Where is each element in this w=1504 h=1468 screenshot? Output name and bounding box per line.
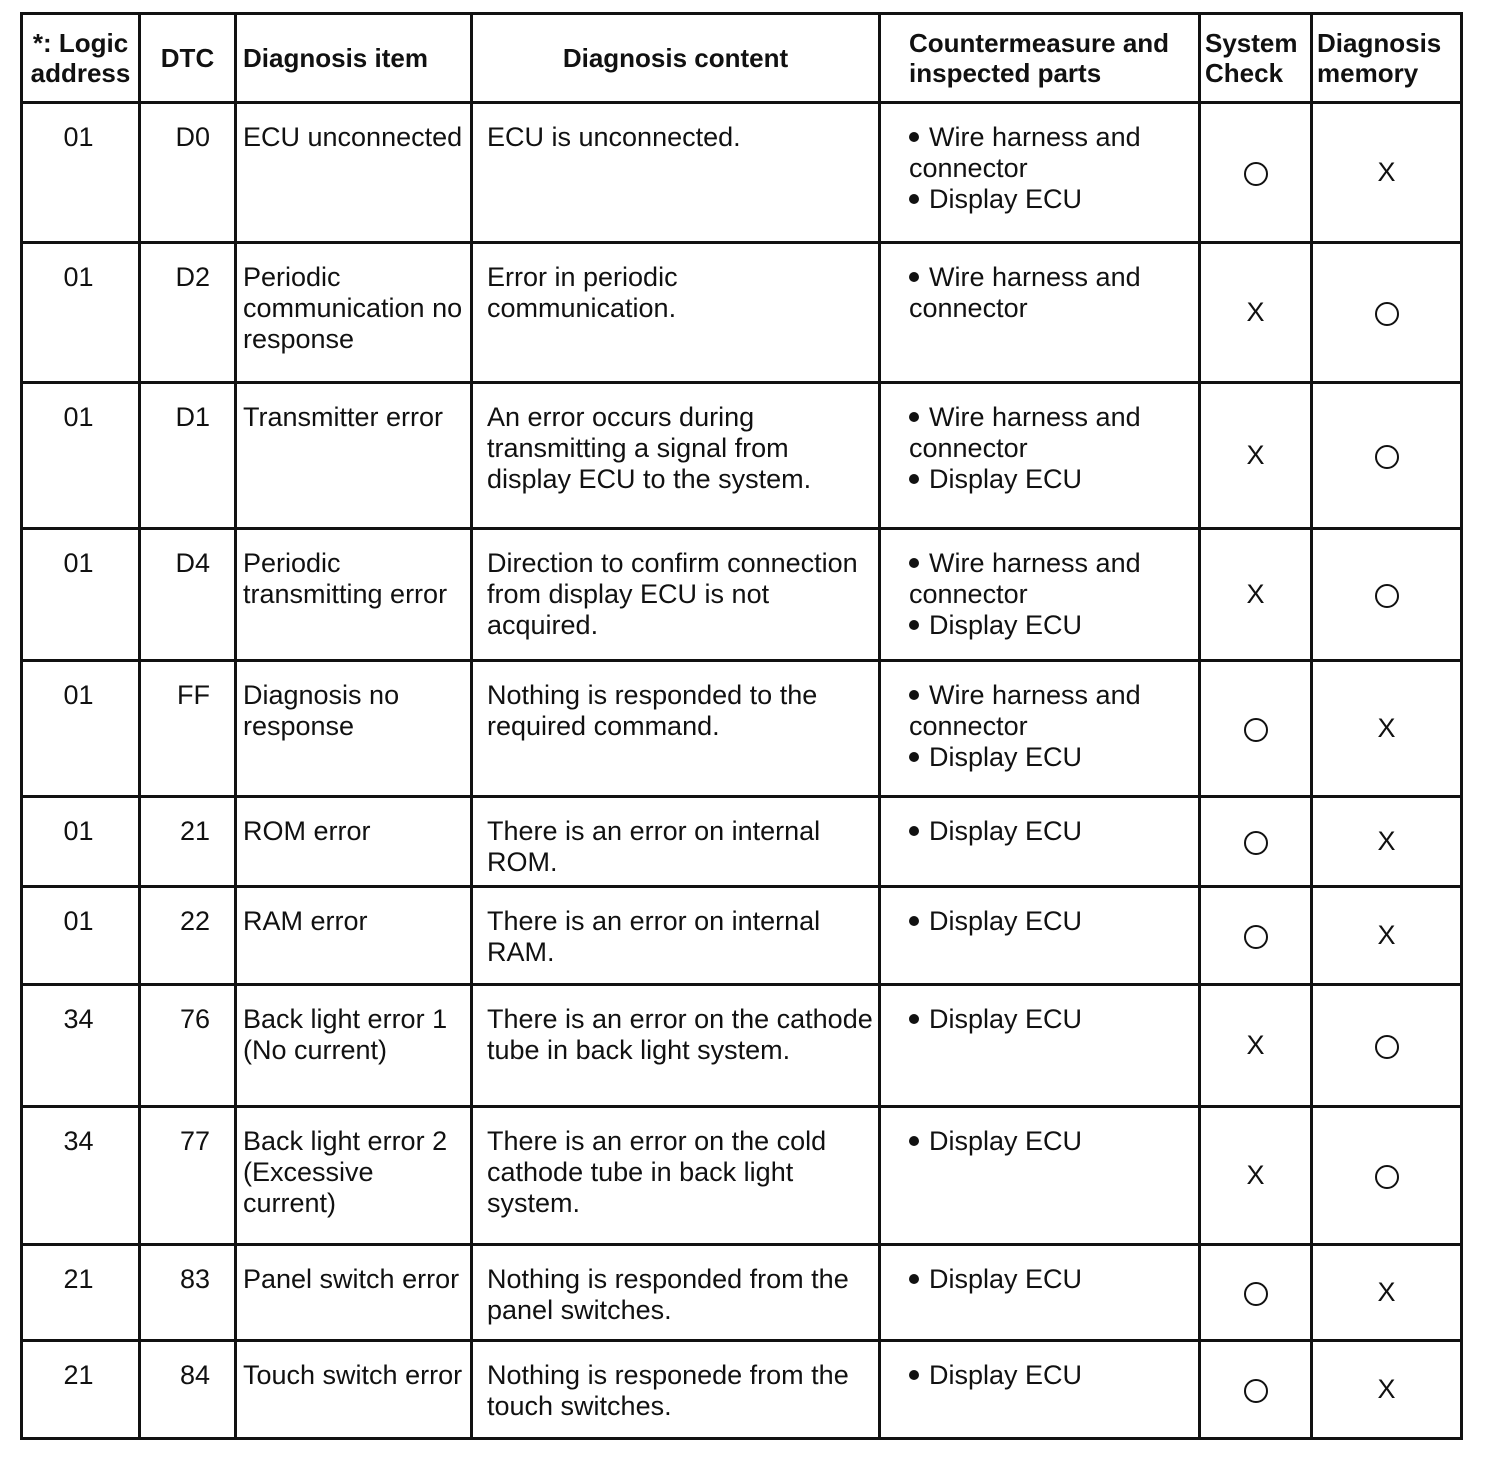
x-mark: X [1377,920,1396,950]
circle-mark-icon [1244,1379,1268,1403]
diagnosis-item-text: Diagnosis no response [243,680,400,741]
logic-address-value: 01 [63,548,94,578]
logic-address-value: 01 [63,122,94,152]
cell-diagnosis-item [236,383,472,529]
x-mark: X [1246,1160,1265,1190]
countermeasure-list [881,384,1198,495]
cell-countermeasure [880,529,1200,661]
cell-logic-address [22,887,140,985]
header-diagnosis-content: Diagnosis content [472,14,880,103]
cell-diagnosis-content [472,243,880,383]
cell-diagnosis-item [236,529,472,661]
cell-diagnosis-content [472,887,880,985]
circle-mark-icon [1244,162,1268,186]
countermeasure-text: Wire harness and connector [909,402,1141,463]
circle-mark-icon [1244,831,1268,855]
countermeasure-list [881,986,1198,1035]
cell-logic-address [22,1341,140,1439]
cell-dtc [140,797,236,887]
bullet-icon [909,558,919,568]
bullet-icon [909,690,919,700]
cell-countermeasure [880,1341,1200,1439]
bullet-icon [909,272,919,282]
cell-countermeasure [880,985,1200,1107]
diagnosis-content-text: Direction to confirm connection from display ECU is not acquired. [487,548,858,640]
table-row [22,103,1462,243]
cell-dtc [140,529,236,661]
dtc-code: D1 [175,402,210,432]
countermeasure-item [909,402,1194,464]
diagnosis-content-text: There is an error on the cold cathode tube in back light system. [487,1126,827,1218]
countermeasure-item [909,1264,1194,1295]
cell-system-check [1200,1341,1312,1439]
x-mark: X [1377,1277,1396,1307]
table-row [22,1245,1462,1341]
table-row [22,661,1462,797]
x-mark: X [1377,826,1396,856]
x-mark: X [1377,713,1396,743]
cell-logic-address [22,661,140,797]
dtc-code: 76 [179,1004,210,1034]
bullet-icon [909,1014,919,1024]
cell-system-check [1200,797,1312,887]
cell-countermeasure [880,1107,1200,1245]
countermeasure-text: Display ECU [929,610,1083,640]
cell-system-check [1200,383,1312,529]
cell-diagnosis-memory [1312,383,1462,529]
header-dtc: DTC [140,14,236,103]
bullet-icon [909,620,919,630]
dtc-code: 22 [179,906,210,936]
cell-diagnosis-memory [1312,661,1462,797]
cell-dtc [140,1245,236,1341]
diagnosis-item-text: Panel switch error [243,1264,460,1294]
countermeasure-item [909,742,1194,773]
table-row [22,1341,1462,1439]
diagnosis-item-text: Touch switch error [243,1360,463,1390]
dtc-code: 84 [179,1360,210,1390]
bullet-icon [909,1370,919,1380]
circle-mark-icon [1244,718,1268,742]
countermeasure-list [881,1246,1198,1295]
cell-dtc [140,887,236,985]
circle-mark-icon [1375,1035,1399,1059]
table-row [22,985,1462,1107]
header-system-check: System Check [1200,14,1312,103]
logic-address-value: 21 [63,1264,94,1294]
cell-diagnosis-content [472,797,880,887]
diagnosis-item-text: Periodic transmitting error [243,548,448,609]
diagnosis-item-text: Back light error 2 (Excessive current) [243,1126,448,1218]
bullet-icon [909,1274,919,1284]
circle-mark-icon [1244,925,1268,949]
cell-diagnosis-content [472,529,880,661]
cell-countermeasure [880,103,1200,243]
countermeasure-list [881,888,1198,937]
cell-diagnosis-item [236,1107,472,1245]
diagnosis-content-text: There is an error on the cathode tube in back light system. [487,1004,873,1065]
cell-dtc [140,1107,236,1245]
countermeasure-list [881,798,1198,847]
diagnosis-item-text: RAM error [243,906,368,936]
table-row [22,383,1462,529]
countermeasure-item [909,184,1194,215]
dtc-code: 77 [179,1126,210,1156]
table-row [22,243,1462,383]
dtc-table [20,12,1463,1440]
cell-diagnosis-item [236,887,472,985]
cell-system-check [1200,887,1312,985]
countermeasure-item [909,262,1194,324]
cell-logic-address [22,1107,140,1245]
header-diagnosis-item: Diagnosis item [236,14,472,103]
table-body [22,103,1462,1439]
circle-mark-icon [1375,584,1399,608]
cell-dtc [140,661,236,797]
countermeasure-text: Display ECU [929,184,1083,214]
circle-mark-icon [1375,445,1399,469]
diagnosis-content-text: Nothing is responede from the touch switches. [487,1360,849,1421]
cell-logic-address [22,103,140,243]
cell-diagnosis-item [236,661,472,797]
cell-diagnosis-content [472,661,880,797]
cell-logic-address [22,529,140,661]
countermeasure-text: Wire harness and connector [909,548,1141,609]
bullet-icon [909,752,919,762]
bullet-icon [909,132,919,142]
header-diagnosis-memory: Diagnosis memory [1312,14,1462,103]
x-mark: X [1377,1374,1396,1404]
cell-countermeasure [880,383,1200,529]
cell-countermeasure [880,243,1200,383]
circle-mark-icon [1244,1282,1268,1306]
logic-address-value: 34 [63,1126,94,1156]
diagnosis-item-text: ROM error [243,816,371,846]
cell-logic-address [22,243,140,383]
cell-diagnosis-content [472,1341,880,1439]
cell-diagnosis-memory [1312,1341,1462,1439]
diagnosis-content-text: Error in periodic communication. [487,262,678,323]
table-row [22,797,1462,887]
table-header [22,14,1462,103]
countermeasure-item [909,1360,1194,1391]
diagnosis-item-text: Periodic communication no response [243,262,463,354]
countermeasure-item [909,816,1194,847]
dtc-code: D4 [175,548,210,578]
dtc-code: 83 [179,1264,210,1294]
cell-diagnosis-memory [1312,985,1462,1107]
countermeasure-item [909,1004,1194,1035]
bullet-icon [909,194,919,204]
cell-diagnosis-memory [1312,103,1462,243]
dtc-code: D2 [175,262,210,292]
bullet-icon [909,1136,919,1146]
dtc-code: 21 [179,816,210,846]
countermeasure-text: Display ECU [929,906,1083,936]
cell-dtc [140,103,236,243]
countermeasure-list [881,662,1198,773]
countermeasure-text: Wire harness and connector [909,122,1141,183]
cell-diagnosis-content [472,103,880,243]
cell-countermeasure [880,797,1200,887]
countermeasure-item [909,464,1194,495]
countermeasure-list [881,530,1198,641]
countermeasure-text: Display ECU [929,1126,1083,1156]
diagnosis-content-text: Nothing is responded from the panel switches. [487,1264,849,1325]
cell-system-check [1200,661,1312,797]
cell-system-check [1200,529,1312,661]
x-mark: X [1246,440,1265,470]
cell-diagnosis-item [236,985,472,1107]
countermeasure-item [909,1126,1194,1157]
diagnosis-item-text: Back light error 1 (No current) [243,1004,448,1065]
header-logic-address: *: Logic address [22,14,140,103]
countermeasure-list [881,1342,1198,1391]
cell-logic-address [22,1245,140,1341]
cell-system-check [1200,985,1312,1107]
cell-diagnosis-content [472,383,880,529]
table-row [22,529,1462,661]
diagnosis-content-text: An error occurs during transmitting a signal from display ECU to the system. [487,402,812,494]
countermeasure-text: Display ECU [929,816,1083,846]
cell-dtc [140,985,236,1107]
bullet-icon [909,412,919,422]
diagnosis-content-text: ECU is unconnected. [487,122,741,152]
logic-address-value: 01 [63,402,94,432]
bullet-icon [909,916,919,926]
countermeasure-item [909,906,1194,937]
circle-mark-icon [1375,302,1399,326]
cell-diagnosis-memory [1312,243,1462,383]
countermeasure-text: Display ECU [929,1004,1083,1034]
cell-dtc [140,243,236,383]
countermeasure-list [881,1108,1198,1157]
x-mark: X [1246,297,1265,327]
countermeasure-list [881,244,1198,324]
countermeasure-item [909,122,1194,184]
diagnosis-item-text: ECU unconnected [243,122,463,152]
table-row [22,887,1462,985]
cell-diagnosis-content [472,985,880,1107]
dtc-code: FF [177,680,210,710]
cell-system-check [1200,1107,1312,1245]
cell-dtc [140,1341,236,1439]
x-mark: X [1246,1030,1265,1060]
dtc-code: D0 [175,122,210,152]
cell-dtc [140,383,236,529]
logic-address-value: 01 [63,262,94,292]
cell-system-check [1200,243,1312,383]
logic-address-value: 34 [63,1004,94,1034]
diagnosis-content-text: There is an error on internal ROM. [487,816,821,877]
cell-diagnosis-memory [1312,1245,1462,1341]
logic-address-value: 01 [63,680,94,710]
cell-diagnosis-item [236,797,472,887]
countermeasure-item [909,610,1194,641]
cell-countermeasure [880,661,1200,797]
cell-diagnosis-content [472,1245,880,1341]
logic-address-value: 01 [63,906,94,936]
logic-address-value: 21 [63,1360,94,1390]
diagnosis-item-text: Transmitter error [243,402,444,432]
cell-countermeasure [880,1245,1200,1341]
countermeasure-list [881,104,1198,215]
countermeasure-text: Display ECU [929,742,1083,772]
cell-diagnosis-memory [1312,1107,1462,1245]
cell-diagnosis-memory [1312,887,1462,985]
countermeasure-text: Wire harness and connector [909,262,1141,323]
circle-mark-icon [1375,1165,1399,1189]
countermeasure-text: Display ECU [929,1360,1083,1390]
cell-logic-address [22,985,140,1107]
x-mark: X [1377,157,1396,187]
cell-logic-address [22,383,140,529]
bullet-icon [909,474,919,484]
table-row [22,1107,1462,1245]
x-mark: X [1246,579,1265,609]
countermeasure-item [909,548,1194,610]
cell-diagnosis-item [236,1245,472,1341]
cell-diagnosis-item [236,1341,472,1439]
header-countermeasure: Countermeasure and inspected parts [880,14,1200,103]
countermeasure-text: Wire harness and connector [909,680,1141,741]
cell-system-check [1200,103,1312,243]
logic-address-value: 01 [63,816,94,846]
countermeasure-text: Display ECU [929,464,1083,494]
cell-diagnosis-content [472,1107,880,1245]
cell-diagnosis-item [236,243,472,383]
header-row [22,14,1462,103]
cell-countermeasure [880,887,1200,985]
diagnosis-content-text: Nothing is responded to the required command. [487,680,818,741]
diagnosis-content-text: There is an error on internal RAM. [487,906,821,967]
countermeasure-item [909,680,1194,742]
cell-diagnosis-memory [1312,797,1462,887]
cell-diagnosis-item [236,103,472,243]
bullet-icon [909,826,919,836]
cell-diagnosis-memory [1312,529,1462,661]
countermeasure-text: Display ECU [929,1264,1083,1294]
cell-logic-address [22,797,140,887]
cell-system-check [1200,1245,1312,1341]
